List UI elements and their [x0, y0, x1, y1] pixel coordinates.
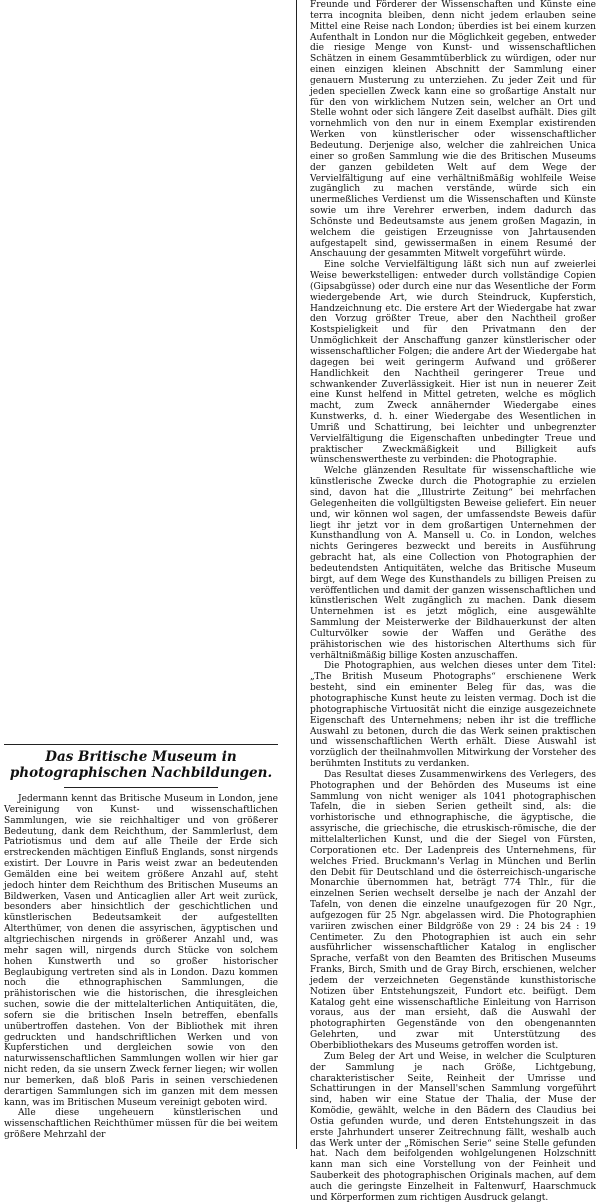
paragraph: Zum Beleg der Art und Weise, in welcher die Sculpturen der Sammlung je nach Größe, Lichtgebung, charakteristischer Seite, Reinheit der Umrisse und Schattirungen in der Mansell'schen Sammlung vorgeführt sind, haben wir eine Statue der Thalia, der Muse der Komödie, gewählt, welche in den Bädern des Claudius bei Ostia gefunden wurde, und deren Entstehungszeit in das erste Jahrhundert unserer Zeitrechnung fällt, weshalb auch das Werk unter der „Römischen Serie“ seine Stelle gefunden hat. Nach dem beifolgenden wohlgelungenen Holzschnitt kann man sich eine Vorstellung von der Feinheit und Sauberkeit des photographischen Originals machen, auf dem auch die geringste Einzelheit in Faltenwurf, Haarschmuck und Körperformen zum richtigen Ausdruck gelangt. — [310, 1051, 596, 1203]
article-block — [4, 744, 278, 1141]
right-column — [310, 0, 600, 1203]
title-rule-top — [4, 744, 278, 745]
article-continuation — [310, 0, 596, 1204]
paragraph: Jedermann kennt das Britische Museum in London, jene Vereinigung von Kunst- und wissenschaftlichen Sammlungen, wie sie reichhaltiger und von größerer Bedeutung, dank dem Reichthum, der Sammlerlust, dem Patriotismus und dem auf alle Theile der Erde sich erstreckenden mächtigen Einfluß Englands, sonst nirgends existirt. Der Louvre in Paris weist zwar an bedeutenden Gemälden eine bei weitem größere Anzahl auf, steht jedoch hinter dem Reichthum des Britischen Museums an Bildwerken, Vasen und Anticaglien aller Art weit zurück, besonders aber hinsichtlich der geschichtlichen und künstlerischen Bedeutsamkeit der aufgestellten Alterthümer, von denen die assyrischen, ägyptischen und altgriechischen nirgends in größerer Anzahl und, was mehr sagen will, nirgends durch Stücke von solchem hohen Kunstwerth und so großer historischer Beglaubigung vertreten sind als in London. Dazu kommen noch die ethnographischen Sammlungen, die prähistorischen wie die historischen, die ihresgleichen suchen, sowie die der mittelalterlichen Antiquitäten, die, sofern sie die britischen Inseln betreffen, ebenfalls unübertroffen dastehen. Von der Bibliothek mit ihren gedruckten und handschriftlichen Werken und von Kupferstichen und dergleichen sowie von den naturwissenschaftlichen Sammlungen wollen wir hier gar nicht reden, da sie unsern Zweck ferner liegen; wir wollen nur bemerken, daß bloß Paris in seinen verschiedenen derartigen Sammlungen sich im ganzen mit dem messen kann, was im Britischen Museum vereinigt geboten wird. — [4, 794, 278, 1108]
paragraph: Das Resultat dieses Zusammenwirkens des Verlegers, des Photographen und der Behörden des Museums ist eine Sammlung von nicht weniger als 1041 photographischen Tafeln, die in sieben Serien getheilt sind, als: die vorhistorische und ethnographische, die ägyptische, die assyrische, die griechische, die etruskisch-römische, die der mittelalterlichen Kunst, und die der Siegel von Fürsten, Corporationen etc. Der Ladenpreis des Unternehmens, für welches Fried. Bruckmann's Verlag in München und Berlin den Debit für Deutschland und die österreichisch-ungarische Monarchie übernommen hat, beträgt 774 Thlr., für die einzelnen Serien wechselt derselbe je nach der Anzahl der Tafeln, von denen die einzelne unaufgezogen für 20 Ngr., aufgezogen für 25 Ngr. abgelassen wird. Die Photographien variiren zwischen einer Bildgröße von 29 : 24 bis 24 : 19 Centimeter. Zu den Photographien ist auch ein sehr ausführlicher wissenschaftlicher Katalog in englischer Sprache, verfaßt von den Beamten des Britischen Museums Franks, Birch, Smith und de Gray Birch, erschienen, welcher jedem der verzeichneten Gegenstände kunsthistorische Notizen über Entstehungszeit, Fundort etc. beifügt. Dem Katalog geht eine wissenschaftliche Einleitung von Harrison voraus, aus der man ersieht, daß die Auswahl der photographirten Gegenstände von den obengenannten Gelehrten, und zwar mit Unterstützung des Oberbibliothekars des Museums getroffen worden ist. — [310, 769, 596, 1051]
paragraph: Freunde und Förderer der Wissenschaften und Künste eine terra incognita bleiben, denn nicht jedem erlauben seine Mittel eine Reise nach London; überdies ist bei einem kurzen Aufenthalt in London nur die Möglichkeit gegeben, entweder die riesige Menge von Kunst- und wissenschaftlichen Schätzen in einem Gesammtüberblick zu würdigen, oder nur einen einzigen kleinen Abschnitt der Sammlung einer genauern Musterung zu unterziehen. Zu jeder Zeit und für jeden speciellen Zweck kann eine so großartige Anstalt nur für den von wirklichem Nutzen sein, welcher an Ort und Stelle wohnt oder sich längere Zeit daselbst aufhält. Dies gilt vornehmlich von den nur in einem Exemplar existirenden Werken von künstlerischer oder wissenschaftlicher Bedeutung. Derjenige also, welcher die zahlreichen Unica einer so großen Sammlung wie die des Britischen Museums der ganzen gebildeten Welt auf dem Wege der Vervielfältigung auf eine verhältnißmäßig wohlfeile Weise zugänglich zu machen verstände, würde sich ein unermeßliches Verdienst um die Wissenschaften und Künste sowie um ihre Verehrer erwerben, indem dadurch das Schönste und Bedeutsamste aus jenem großen Magazin, in welchem die geistigen Erzeugnisse von Jahrtausenden aufgestapelt sind, gewissermaßen in einem Resumé der Anschauung der gesammten Mitwelt vorgeführt würde. — [310, 0, 596, 260]
paragraph: Alle diese ungeheuern künstlerischen und wissenschaftlichen Reichthümer müssen für die bei weitem größere Mehrzahl der — [4, 1108, 278, 1141]
article-title: Das Britische Museum in photographischen Nachbildungen. — [9, 749, 273, 781]
title-rule-bottom — [64, 787, 218, 788]
column-divider — [296, 0, 297, 1149]
paragraph: Die Photographien, aus welchen dieses unter dem Titel: „The British Museum Photographs“ erschienene Werk besteht, sind ein eminenter Beleg für das, was die photographische Kunst heute zu leisten vermag. Doch ist die photographische Virtuosität nicht die einzige ausgezeichnete Eigenschaft des Unternehmens; neben ihr ist die treffliche Auswahl zu betonen, durch die das Werk seinen praktischen und wissenschaftlichen Werth erhält. Diese Auswahl ist vorzüglich der theilnahmvollen Mitwirkung der Vorsteher des berühmten Instituts zu verdanken. — [310, 661, 596, 770]
paragraph: Welche glänzenden Resultate für wissenschaftliche wie künstlerische Zwecke durch die Photographie zu erzielen sind, davon hat die „Illustrirte Zeitung“ bei mehrfachen Gelegenheiten die vollgültigsten Beweise geliefert. Ein neuer und, wir können wol sagen, der umfassendste Beweis dafür liegt ihr jetzt vor in dem großartigen Unternehmen der Kunsthandlung von A. Mansell u. Co. in London, welches nichts Geringeres bezweckt und bereits in Ausführung gebracht hat, als eine Collection von Photographien der bedeutendsten Antiquitäten, welche das Britische Museum birgt, auf dem Wege des Kunsthandels zu billigen Preisen zu veröffentlichen und damit der ganzen wissenschaftlichen und künstlerischen Welt zugänglich zu machen. Dank diesem Unternehmen ist es jetzt möglich, eine ausgewählte Sammlung der Meisterwerke der Bildhauerkunst der alten Culturvölker sowie der Waffen und Geräthe des prähistorischen wie des historischen Alterthums sich für verhältnißmäßig billige Kosten anzuschaffen. — [310, 466, 596, 661]
left-column — [0, 0, 282, 1149]
paragraph: Eine solche Vervielfältigung läßt sich nun auf zweierlei Weise bewerkstelligen: entweder durch vollständige Copien (Gipsabgüsse) oder durch eine nur das Wesentliche der Form wiedergebende Art, wie durch Steindruck, Kupferstich, Handzeichnung etc. Die erstere Art der Wiedergabe hat zwar den Vorzug größter Treue, aber den Nachtheil großer Kostspieligkeit und für den Privatmann den der Unmöglichkeit der Anschaffung ganzer künstlerischer oder wissenschaftlicher Folgen; die andere Art der Wiedergabe hat dagegen bei weit geringerm Aufwand und größerer Handlichkeit den Nachtheil geringerer Treue und schwankender Zuverlässigkeit. Hier ist nun in neuerer Zeit eine Kunst helfend in Mittel getreten, welche es möglich macht, zum Zweck annähernder Wiedergabe eines Kunstwerks, d. h. einer Wiedergabe des Wesentlichen in Umriß und Schattirung, bei leichter und unbegrenzter Vervielfältigung die Eigenschaften unbedingter Treue und praktischer Zweckmäßigkeit und Billigkeit aufs wünschenswertheste zu verbinden: die Photographie. — [310, 260, 596, 466]
